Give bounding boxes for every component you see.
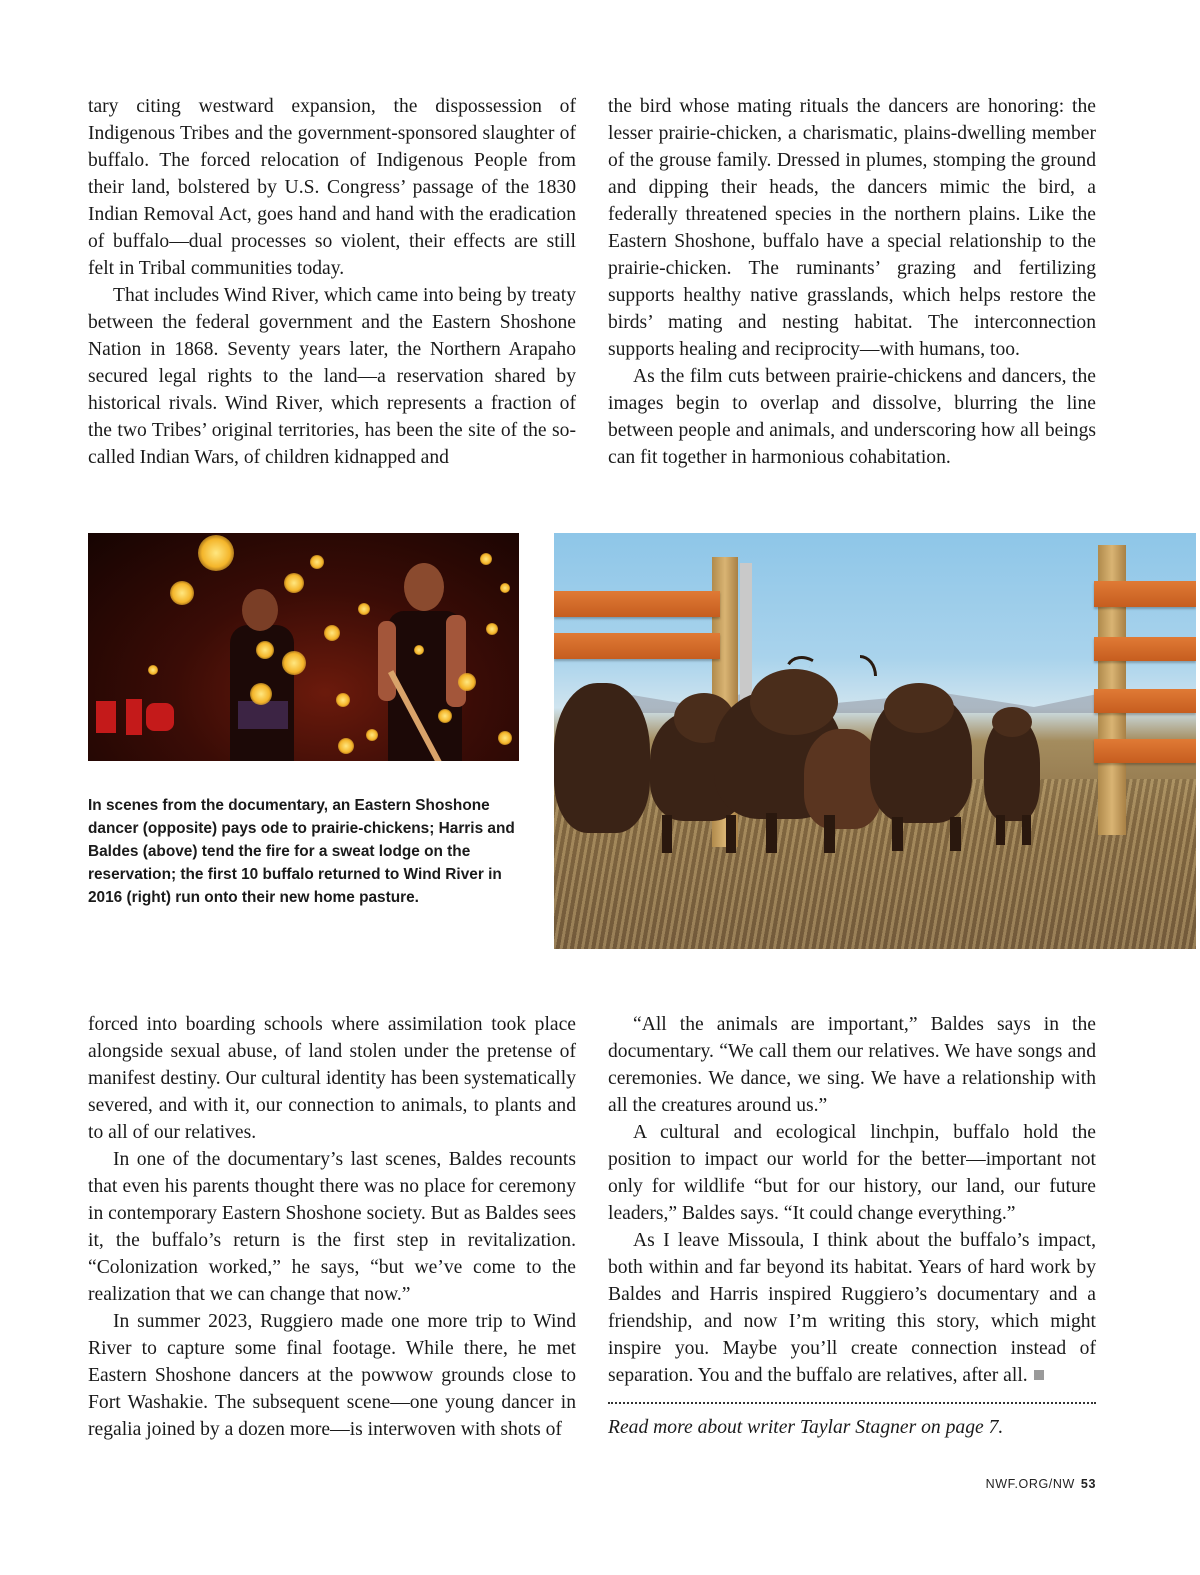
paragraph: In summer 2023, Ruggiero made one more trip to Wind River to capture some final footage. While there, he met Eastern Shoshone dancers at the powwow grounds close to Fort Washakie. The subsequent scene—one young dancer in regalia joined by a dozen more—is interwoven with shots of <box>88 1311 576 1440</box>
photo-caption: In scenes from the documentary, an Eastern Shoshone dancer (opposite) pays ode to prairie-chickens; Harris and Baldes (above) tend the fire for a sweat lodge on the reservation; the first 10 buffalo returned to Wind River in 2016 (right) run onto their new home pasture. <box>88 797 515 906</box>
paragraph-final <box>608 1227 1096 1389</box>
paragraph: forced into boarding schools where assimilation took place alongside sexual abuse, of land stolen under the pretense of manifest destiny. Our cultural identity has been systematically severed, and with it, our connection to animals, to plants and to all of our relatives. <box>88 1014 576 1143</box>
sweat-lodge-fire-photo <box>88 533 519 761</box>
paragraph-text: As I leave Missoula, I think about the buffalo’s impact, both within and far beyond its habitat. Years of hard work by Baldes and Harris inspired Ruggiero’s documentary and a friendship, and now I’m writing this story, which might inspire you. Maybe you’ll create connection instead of separation. You and the buffalo are relatives, after all. <box>608 1230 1096 1386</box>
paragraph: “All the animals are important,” Baldes says in the documentary. “We call them our relatives. We have songs and ceremonies. We dance, we sing. We have a relationship with all the creatures around us.” <box>608 1014 1096 1116</box>
article-column-bottom-right <box>608 1011 1096 1389</box>
article-column-top-right <box>608 93 1096 471</box>
paragraph: tary citing westward expansion, the dispossession of Indigenous Tribes and the government-sponsored slaughter of buffalo. The forced relocation of Indigenous People from their land, bolstered by U.S. Congress’ passage of the 1830 Indian Removal Act, goes hand and hand with the eradication of buffalo—dual processes so violent, their effects are still felt in Tribal communities today. <box>88 96 576 279</box>
page-number: 53 <box>1080 1477 1096 1491</box>
author-note: Read more about writer Taylar Stagner on page 7. <box>608 1417 1004 1438</box>
end-mark-icon <box>1034 1370 1044 1380</box>
paragraph: A cultural and ecological linchpin, buffalo hold the position to impact our world for the better—important not only for wildlife “but for our history, our land, our future leaders,” Baldes says. “It could change everything.” <box>608 1122 1096 1224</box>
article-column-top-left <box>88 93 576 471</box>
dotted-divider <box>608 1402 1096 1404</box>
article-column-bottom-left <box>88 1011 576 1443</box>
paragraph: the bird whose mating rituals the dancers are honoring: the lesser prairie-chicken, a charismatic, plains-dwelling member of the grouse family. Dressed in plumes, stomping the ground and dipping their heads, the dancers mimic the bird, a federally threatened species in the northern plains. Like the Eastern Shoshone, buffalo have a special relationship to the prairie-chicken. The ruminants’ grazing and fertilizing supports healthy native grasslands, which helps restore the birds’ mating and nesting habitat. The interconnection supports healing and reciprocity—with humans, too. <box>608 96 1096 360</box>
paragraph: That includes Wind River, which came into being by treaty between the federal government and the Eastern Shoshone Nation in 1868. Seventy years later, the Northern Arapaho secured legal rights to the land—a reservation shared by historical rivals. Wind River, which represents a fraction of the two Tribes’ original territories, has been the site of the so-called Indian Wars, of children kidnapped and <box>88 285 576 468</box>
footer-site: NWF.ORG/NW <box>985 1477 1075 1491</box>
page-footer <box>986 1477 1096 1491</box>
paragraph: As the film cuts between prairie-chickens and dancers, the images begin to overlap and dissolve, blurring the line between people and animals, and underscoring how all beings can fit together in harmonious cohabitation. <box>608 366 1096 468</box>
paragraph: In one of the documentary’s last scenes, Baldes recounts that even his parents thought there was no place for ceremony in contemporary Eastern Shoshone society. But as Baldes sees it, the buffalo’s return is the first step in revitalization. “Colonization worked,” he says, “but we’ve come to the realization that we can change that now.” <box>88 1149 576 1305</box>
buffalo-pasture-photo <box>554 533 1196 949</box>
